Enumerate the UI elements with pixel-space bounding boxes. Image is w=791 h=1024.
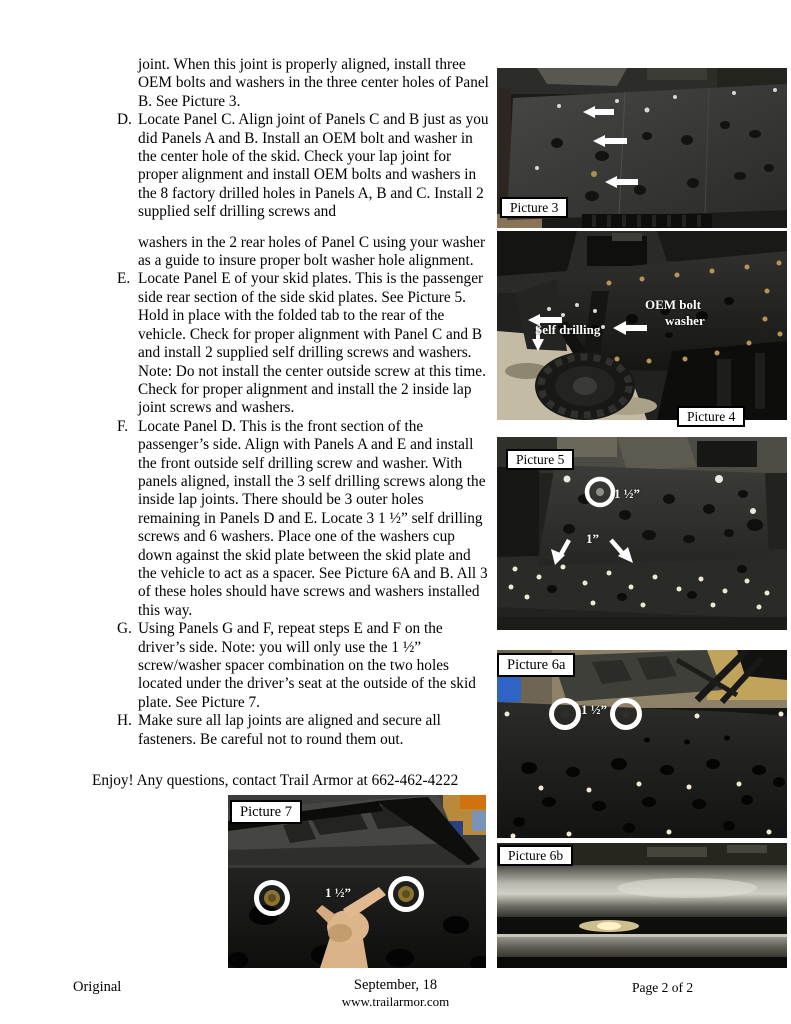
item-text: Locate Panel E of your skid plates. This is the passenger side rear section of the side skid plates. See Picture 5. Hold in place with the folded tab to the rear of the vehicle. Check for proper alignment with Panel C and B and install 2 supplied self drilling screws and washers. Note: Do not install the center outside screw at this time. Check for proper alignment and install the 2 inside lap joint screws and washers.	[138, 270, 486, 417]
footer-website: www.trailarmor.com	[341, 994, 450, 1009]
self-drilling-annotation: Self drilling	[535, 322, 601, 337]
picture6a-label: Picture 6a	[497, 653, 575, 677]
item-text: Make sure all lap joints are aligned and secure all fasteners. Be careful not to round them out.	[138, 712, 441, 748]
washer-annotation: washer	[665, 313, 705, 328]
item-text-continued: washers in the 2 rear holes of Panel C using your washer as a guide to insure proper bolt washer hole alignment.	[138, 233, 486, 270]
item-text: Locate Panel C. Align joint of Panels C and B just as you did Panels A and B. Install an OEM bolt and washer in the center hole of the skid. Check your lap joint for proper alignment and install OEM bolts and washers in the 8 factory drilled holes in Panels A, B and C. Install 2 supplied self drilling screws and	[138, 111, 489, 221]
item-letter: H.	[117, 712, 132, 730]
picture6b-label: Picture 6b	[498, 845, 573, 866]
picture6a-photo	[497, 650, 787, 838]
picture7-label: Picture 7	[230, 800, 302, 824]
list-item-e	[117, 270, 489, 417]
footer-page-number: Page 2 of 2	[632, 980, 694, 995]
footer-version: Original	[73, 979, 122, 995]
list-item-f	[117, 418, 489, 620]
item-letter: G.	[117, 620, 132, 638]
item-letter: F.	[117, 417, 129, 435]
list-item-intro	[117, 56, 489, 111]
oem-bolt-annotation: OEM bolt	[645, 297, 701, 312]
picture5-label: Picture 5	[506, 449, 574, 470]
closing-line: Enjoy! Any questions, contact Trail Armor at 662-462-4222	[92, 772, 459, 789]
size-annotation-p5: 1 ½”	[614, 486, 640, 501]
item-letter: E.	[117, 270, 131, 288]
size-annotation-p6a: 1 ½”	[581, 702, 607, 717]
item-letter: D.	[117, 111, 132, 129]
picture4-label: Picture 4	[677, 406, 745, 427]
item-text: joint. When this joint is properly aligned, install three OEM bolts and washers in the three center holes of Panel B. See Picture 3.	[138, 56, 489, 110]
inch-annotation-p5: 1”	[586, 531, 599, 546]
item-text: Locate Panel D. This is the front section of the passenger’s side. Align with Panels A and E and install the front outside self drilling screw and washer. With panels aligned, install the 3 self drilling screws along the inside lap joints. There should be 3 outer holes remaining in Panels D and E. Locate 3 1 ½” self drilling screws and 6 washers. Place one of the washers cup down against the skid plate between the skid plate and the vehicle to act as a spacer. See Picture 6A and B. All 3 of these holes should have screws and washers installed this way.	[138, 417, 488, 619]
list-item-g	[117, 620, 489, 712]
list-item-h	[117, 712, 489, 749]
picture3-label: Picture 3	[500, 197, 568, 218]
footer-date: September, 18	[353, 977, 438, 993]
size-annotation-p7: 1 ½”	[325, 885, 351, 900]
instruction-list	[117, 56, 489, 749]
item-text: Using Panels G and F, repeat steps E and F on the driver’s side. Note: you will only use the 1 ½” screw/washer spacer combination on the two holes located under the driver’s seat at the outside of the skid plate. See Picture 7.	[138, 620, 476, 711]
list-item-d	[117, 111, 489, 270]
